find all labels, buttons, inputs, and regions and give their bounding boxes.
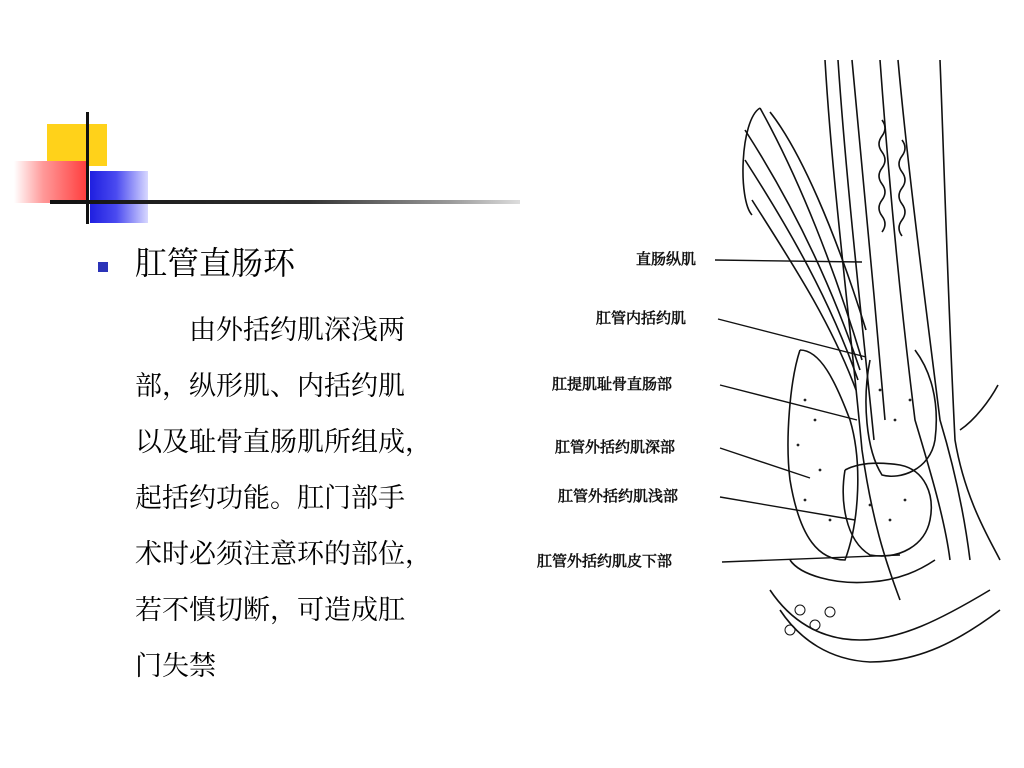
figure-label: 肛管内括约肌 <box>596 309 687 327</box>
bullet-square-icon <box>98 262 108 272</box>
figure-label: 肛提肌耻骨直肠部 <box>552 375 673 393</box>
body-line: 由外括约肌深浅两 <box>135 315 405 346</box>
decor-vertical-line <box>86 112 89 224</box>
body-line: 以及耻骨直肠肌所组成， <box>135 427 432 458</box>
decor-blue-square <box>90 171 148 223</box>
figure-label: 直肠纵肌 <box>636 250 697 268</box>
body-line: 若不慎切断，可造成肛 <box>135 595 405 626</box>
body-paragraph <box>135 303 505 695</box>
body-line: 术时必须注意环的部位， <box>135 539 432 570</box>
title-divider-line <box>50 200 520 204</box>
figure-label: 肛管外括约肌皮下部 <box>537 552 673 570</box>
body-line: 起括约功能。肛门部手 <box>135 483 405 514</box>
figure-label: 肛管外括约肌深部 <box>555 438 676 456</box>
body-line: 部，纵形肌、内括约肌 <box>135 371 405 402</box>
decor-red-square <box>14 161 86 203</box>
bullet-title: 肛管直肠环 <box>135 244 296 282</box>
decor-yellow-square <box>47 124 107 166</box>
body-line: 门失禁 <box>135 651 216 682</box>
figure-label: 肛管外括约肌浅部 <box>558 487 679 505</box>
anal-sphincter-anatomy-figure <box>530 55 1005 675</box>
